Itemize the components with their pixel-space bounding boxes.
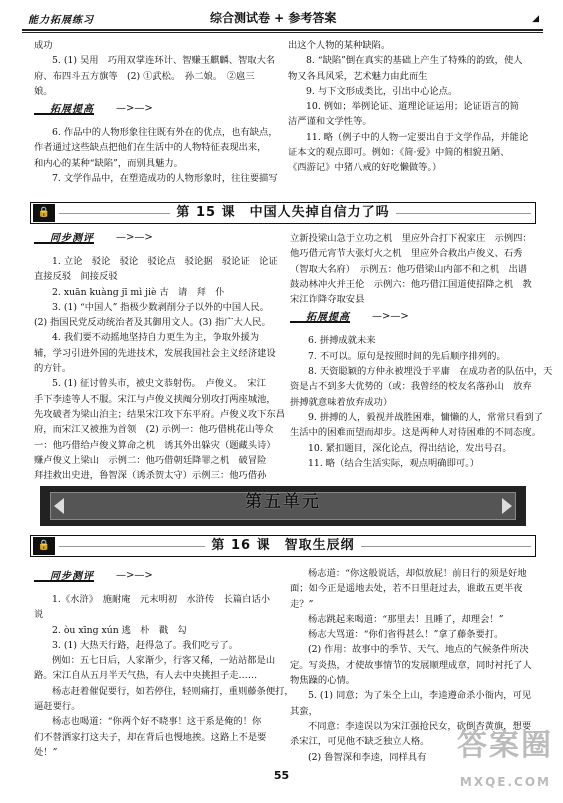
text-line: 《西游记》中猪八戒的好吃懒做等。） xyxy=(288,162,442,174)
text-line: （智取大名府） 示例五：他巧借梁山内部不和之机 出谱 xyxy=(290,263,528,275)
text-line: 5. (1) 征讨曾头市，被史文恭射伤。 卢俊义。 宋江 xyxy=(52,378,266,390)
text-line: 走？” xyxy=(290,598,314,610)
text-line: 5. (1) 同意；为了朱仝上山，李逵遵命杀小衙内，可见 xyxy=(308,690,532,702)
arrow-icon: —>—> xyxy=(116,103,153,115)
text-line: 证本文的观点即可。例如：《简·爱》中简的相貌丑陋、 xyxy=(288,147,510,159)
text-line: 杨志大骂道：“你们省得甚么！”拿了藤条要打。 xyxy=(308,629,504,641)
text-line: 11. 略（例子中的人物一定要出自于文学作品，并能论 xyxy=(306,131,529,143)
text-line: 杀宋江，可见他不缺乏独立人格。 xyxy=(290,736,430,748)
text-line: 3. (1) “中国人” 指极少数剥削分子以外的中国人民。 xyxy=(52,301,270,313)
header-rule xyxy=(22,29,543,31)
text-line: 立新投梁山急于立功之机 里应外合打下祝家庄 示例四： xyxy=(290,233,532,244)
text-line: 鼓动林冲火并王伦 示例六：他巧借江国道使招降之机 教 xyxy=(290,278,532,290)
text-line: 面；如今正是遥地去处，若不日里赶过去，谁敢五更半夜 xyxy=(290,583,523,595)
section-heading-sync xyxy=(34,228,289,254)
watermark-logo: 答案圈 xyxy=(457,728,553,763)
text-line: 拼搏就意味着放弃成功） xyxy=(290,396,393,408)
watermark-url: MXQE.COM xyxy=(459,775,551,789)
text-line: 杨志也喝道：“你两个好不晓事！这干系是俺的！你 xyxy=(52,716,262,728)
text-line: 6. 拼搏成就未来 xyxy=(308,335,376,347)
arrow-icon: —>—> xyxy=(116,232,153,243)
text-line: 7. 文学作品中，在塑造成功的人物形象时，往往要描写 xyxy=(52,173,278,185)
text-line: 例如：五七日后，人家渐少，行客又稀，一站站都是山 xyxy=(52,655,276,667)
text-line: 物又各具风采，艺术魅力由此而生 xyxy=(288,70,428,82)
text-line: 4. 我们要不动摇地坚持自力更生为主，争取外援为 xyxy=(52,332,260,344)
text-line: 先攻破者为梁山泊主；结果宋江攻下东平府。卢俊义攻下东昌 xyxy=(34,408,286,420)
text-line: (2) 作用：故事中的季节、天气、地点的气候条件所决 xyxy=(308,644,529,656)
lesson-title: 第 15 课 中国人失掉自信力了吗 xyxy=(170,205,395,220)
text-line: 不同意：李逵误以为宋江强抢民女，砍倒杏黄旗，想要 xyxy=(308,720,532,732)
text-line: 宋江诈降夺取安县 xyxy=(290,294,365,306)
section-label: 同步测评 xyxy=(50,233,94,244)
text-line: 作者通过这些缺点把他们在生活中的人物特征表现出来， xyxy=(34,142,267,154)
text-line: 9. 与下文形成类比，引出中心论点。 xyxy=(306,85,458,97)
page-header-title: 综合测试卷 + 参考答案 xyxy=(210,11,337,25)
section-label: 同步测评 xyxy=(50,571,94,582)
text-line: 赚卢俊义上梁山 示例二：他巧借朝廷降罪之机 破冒险 xyxy=(34,454,267,466)
text-line: 1.《水浒》 施耐庵 元末明初 水浒传 长篇白话小 xyxy=(52,594,271,605)
text-line: 和内心的某种“缺陷”，而别具魅力。 xyxy=(34,157,183,169)
text-line: 9. 拼搏的人，毅视并战胜困难，慵懒的人，常常只看到了 xyxy=(308,411,543,423)
text-line: (2) 指国民党反动统治者及其御用文人。(3) 指广大人民。 xyxy=(34,317,271,329)
lesson-title: 第 16 课 智取生辰纲 xyxy=(205,538,360,553)
section-heading-sync xyxy=(34,566,284,592)
text-line: (2) 鲁智深和李逵，同样具有 xyxy=(308,751,427,763)
text-line: 10. 例如；举例论证、道理论证运用；论证语言的简 xyxy=(306,101,519,113)
text-line: 逼赶要行。 xyxy=(34,701,81,713)
text-line: 辅，学习引进外国的先进技术，发展我国社会主义经济建设 xyxy=(34,347,276,359)
arrow-icon: —>—> xyxy=(372,311,409,323)
top-right-column xyxy=(288,38,538,176)
text-line: 出这个人物的某种缺陷。 xyxy=(288,40,391,51)
text-line: 杨志道：“你这般说话，却似放屁！前日行的须是好地 xyxy=(308,568,527,579)
text-line: 3. (1) 大热天行路，赶得急了。我们吃亏了。 xyxy=(52,639,238,651)
text-line: 娘。 xyxy=(34,85,53,97)
text-line: 物焦躁的心情。 xyxy=(290,675,356,687)
text-line: 杨志跳起来喝道：“那里去！且睡了，却理会！” xyxy=(308,613,504,625)
book-series-title: 能力拓展练习 xyxy=(28,15,94,26)
header-mark-icon: ◢ xyxy=(532,14,539,24)
header-rule-thin xyxy=(22,32,543,33)
lesson-16-title-bar xyxy=(30,535,536,557)
section-label: 拓展提高 xyxy=(306,312,350,324)
unit-title: 第五单元 xyxy=(245,492,321,512)
text-line: 2. òu xīng xún 逃 朴 戳 勾 xyxy=(52,624,187,636)
text-line: 路。宋江自从五月半天气热，有人去中央挑担子走…… xyxy=(34,670,258,682)
arrow-icon: —>—> xyxy=(116,570,153,581)
text-line: 洁严谨和文学性等。 xyxy=(288,116,372,128)
section-heading-extension xyxy=(290,307,540,333)
lesson-15-right-column xyxy=(290,231,553,471)
text-line: 生活中的困难而望而却步。这是两种人对待困难的不同态度。 xyxy=(290,427,542,439)
text-line: 处！” xyxy=(34,746,58,758)
text-line: 直接反驳 间接反驳 xyxy=(34,271,118,283)
text-line: 一：他巧借给卢俊义算命之机 诱其外出躲灾（题藏头诗） xyxy=(34,439,276,451)
lesson-16-left-column xyxy=(34,566,294,760)
text-line: 府，而宋江又被推为首领 (2) 示例一：他巧借桃花山等众 xyxy=(34,424,274,436)
text-line: 们不替洒家打这夫子，却在背后也慢地挨。这路上不是要 xyxy=(34,731,267,743)
unit-banner xyxy=(40,486,526,526)
text-line: 说 xyxy=(34,609,44,621)
text-line: 手下李逵等人不服。宋江与卢俊义挟阄分别攻打两座城池， xyxy=(34,393,276,405)
text-line: 拜挂救出史进，鲁智深（诱杀贺太守）示例三：他巧借孙 xyxy=(34,470,267,482)
section-heading-extension xyxy=(34,99,284,125)
text-line: 其蛮， xyxy=(290,705,318,717)
text-line: 10. 紧扣题目，深化论点，得出结论，发出号召。 xyxy=(308,442,512,454)
lock-icon: 🔒 xyxy=(33,204,55,222)
text-line: 6. 作品中的人物形象往往既有外在的优点，也有缺点， xyxy=(52,127,278,139)
text-line: 8. “缺陷”倒在真实的基础上产生了特殊的韵致，使人 xyxy=(306,55,523,67)
text-line: 8. 天资聪颖的方仲永被埋没于平庸 在成功者的队伍中，天 xyxy=(308,366,553,378)
lesson-15-left-column xyxy=(34,228,289,483)
lesson-15-title-bar xyxy=(30,202,536,224)
text-line: 资是占不到多大优势的（或：我曾经的校友名落孙山 放弃 xyxy=(290,381,532,393)
text-line: 定。写炎热，才使故事情节的发展顺理成章，同时衬托了人 xyxy=(290,659,532,671)
text-line: 府、布四斗五方旗等 (2) ①武松。 孙二娘。 ②扈三 xyxy=(34,70,255,82)
page-number: 55 xyxy=(273,769,290,782)
text-line: 1. 立论 驳论 驳论 驳论点 驳论据 驳论证 论证 xyxy=(52,256,278,267)
text-line: 7. 不可以。原句是按照时间的先后顺序排列的。 xyxy=(308,350,506,362)
section-label: 拓展提高 xyxy=(50,104,94,116)
text-line: 2. xuān kuàng jī mì jiè 古 请 拜 仆 xyxy=(52,286,225,298)
text-line: 5. (1) 吴用 巧用双掌连环计、智赚玉麒麟、智取大名 xyxy=(52,55,276,67)
text-line: 成功 xyxy=(34,40,53,51)
top-left-column xyxy=(34,38,284,186)
text-line: 杨志赶着催促要行，如若停住，轻则痛打，重则藤条便打， xyxy=(52,685,294,697)
text-line: 他巧借元宵节大张灯火之机 里应外合救出卢俊义、石秀 xyxy=(290,248,523,260)
text-line: 的方针。 xyxy=(34,363,72,375)
lock-icon: 🔒 xyxy=(33,537,55,555)
text-line: 11. 略（结合生活实际，观点明确即可。） xyxy=(308,457,480,469)
